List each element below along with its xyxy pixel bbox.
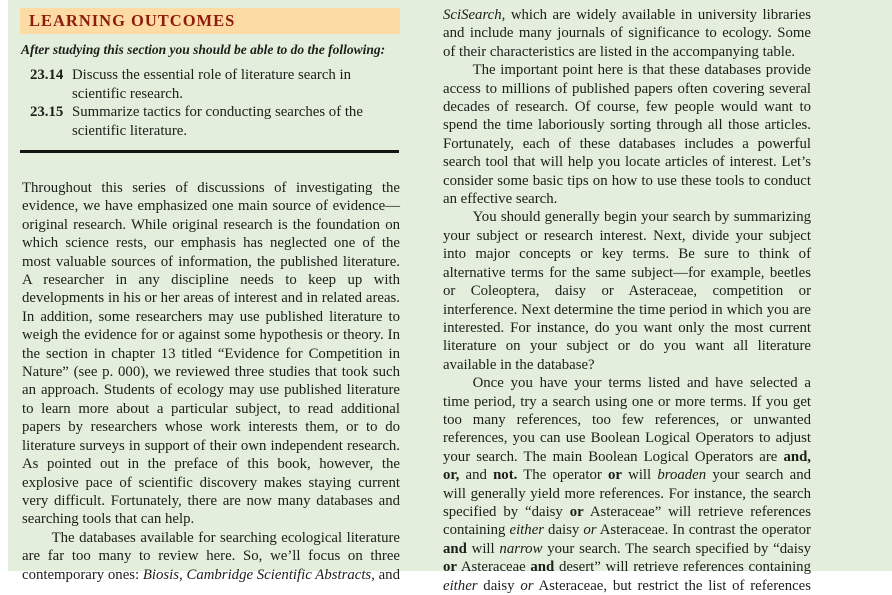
body-paragraph: You should generally begin your search by summarizing your subject or research interest. Next, divide your subject into major concepts or key terms. Be sure to think of alternative terms for the same subject—for example, beetles or Coleoptera, daisy or Asteraceae, competition or interference. Next determine the time period in which you are interested. For instance, do you want only the most current literature on your subject or do you want all literature available in the database? xyxy=(443,209,811,373)
learning-outcomes-header xyxy=(20,8,400,34)
outcome-number: 23.15 xyxy=(30,104,64,120)
outcome-number: 23.14 xyxy=(30,67,64,83)
body-paragraph: The important point here is that these databases provide access to millions of published papers often covering several decades of research. Of course, few people would want to spend the time laboriously sorting through all those articles. Fortunately, each of these databases includes a powerful search tool that will help you locate articles of interest. Let’s consider some basic tips on how to use these tools to conduct an effective search. xyxy=(443,62,811,208)
body-paragraph: Once you have your terms listed and have selected a time period, try a search using one or more terms. If you get too many references, too few references, or unwanted references, you can use Boolean Logical Operators to adjust your search. The main Boolean Logical Operators are and, or, and not. The operator or will broaden your search and will generally yield more references. For instance, the search specified by “daisy or Asteraceae” will retrieve references containing either daisy or Asteraceae. In contrast the operator and will narrow your search. The search specified by “daisy or Asteraceae and desert” will retrieve references containing either daisy or Asteraceae, but restrict the list of references xyxy=(443,375,812,594)
outcome-text: Discuss the essential role of literature search in scientific research. xyxy=(72,67,351,102)
body-paragraph: The databases available for searching ecological literature are far too many to review here. So, we’ll focus on three contemporary ones: Biosis, Cambridge Scientific Abstracts, and xyxy=(22,529,400,583)
learning-outcome-item xyxy=(20,66,400,103)
learning-outcome-item xyxy=(20,103,400,140)
right-column xyxy=(443,6,811,595)
left-column xyxy=(20,8,400,584)
outcome-text: Summarize tactics for conducting searches of the scientific literature. xyxy=(72,104,363,139)
learning-outcomes-list xyxy=(20,66,400,140)
learning-outcomes-title: LEARNING OUTCOMES xyxy=(29,11,236,30)
left-column-text xyxy=(22,179,400,584)
body-paragraph: Throughout this series of discussions of investigating the evidence, we have emphasized one main source of evidence—original research. While original research is the foundation on which science rests, our emphasis has neglected one of the most valuable sources of information, the published literature. A researcher in any discipline needs to keep up with developments in his or her areas of interest and in related areas. In addition, some researchers may use published literature to weigh the evidence for or against some hypothesis or theory. In the section in chapter 13 titled “Evidence for Competition in Nature” (see p. 000), we reviewed three studies that took such an approach. Students of ecology may use published literature to learn more about a particular subject, to read additional papers by researchers whose work interests them, or to do literature surveys in support of their own independent research. As pointed out in the preface of this book, however, the explosive pace of scientific discovery makes staying current very difficult. Fortunately, there are now many databases and searching tools that can help. xyxy=(22,180,400,528)
body-paragraph: SciSearch, which are widely available in university libraries and include many journals of significance to ecology. Some of their characteristics are listed in the accompanying table. xyxy=(443,7,811,60)
learning-outcomes-box xyxy=(20,8,400,153)
section-divider-rule xyxy=(20,150,399,153)
learning-outcomes-subtitle: After studying this section you should be able to do the following: xyxy=(21,42,386,57)
